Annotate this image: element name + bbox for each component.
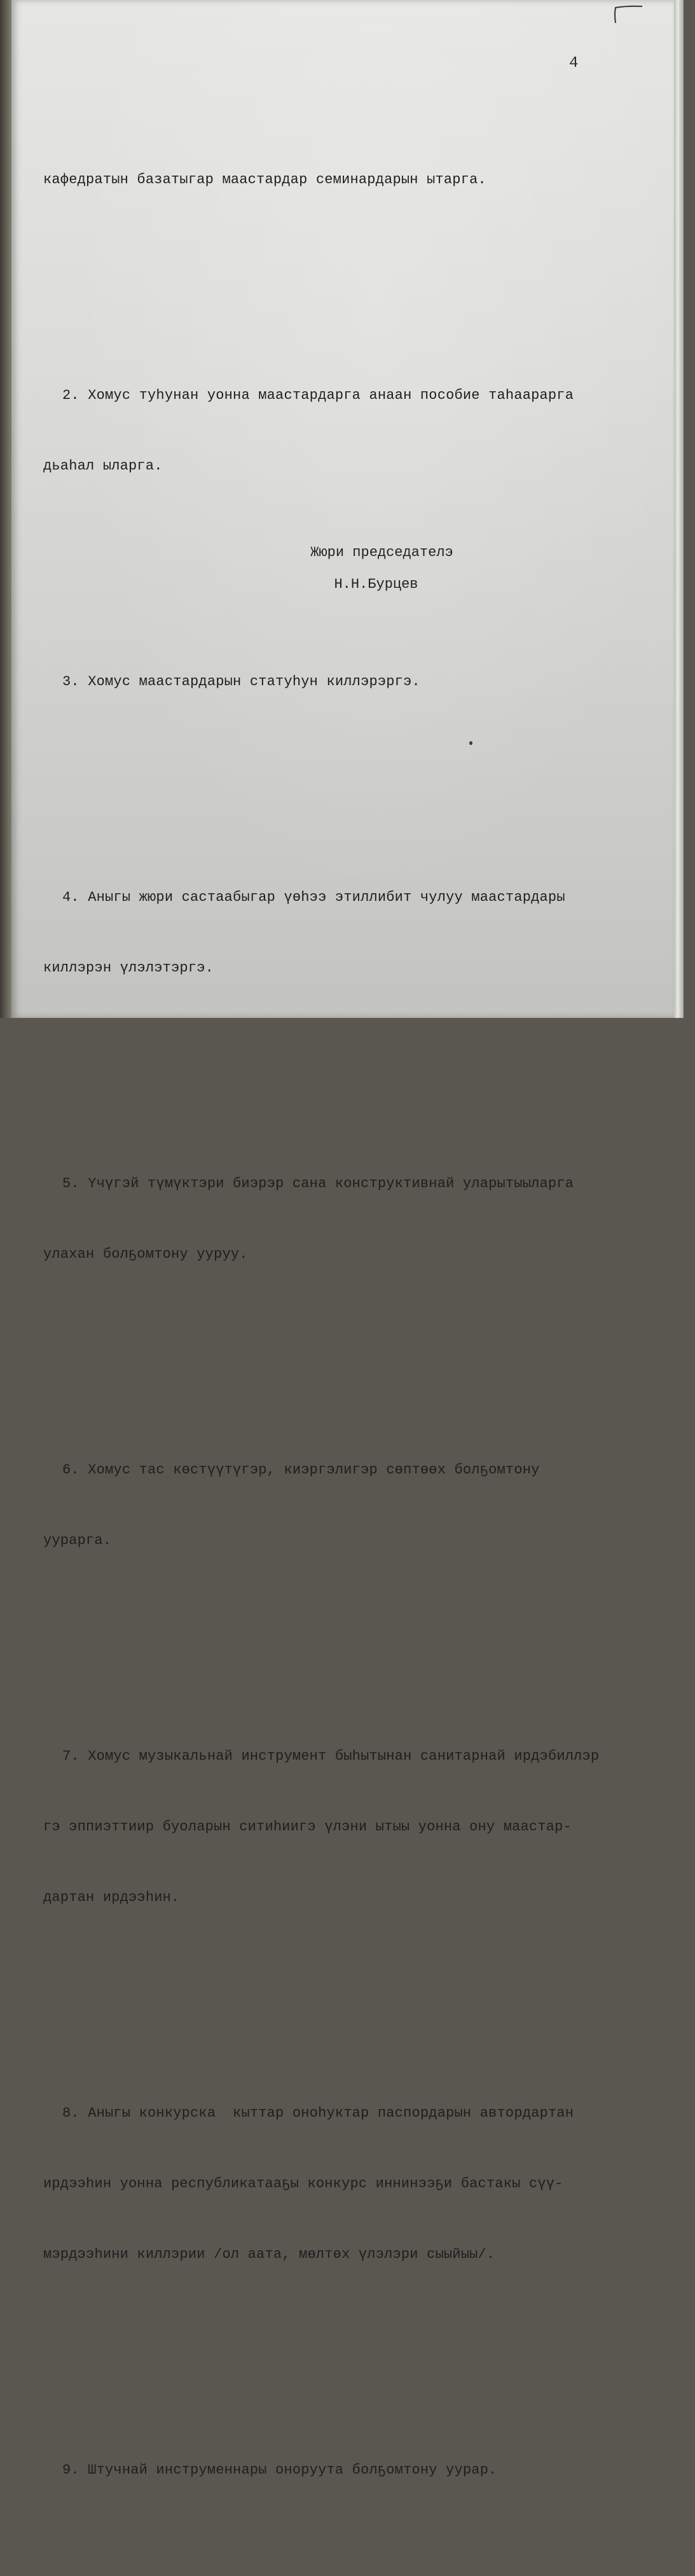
paragraph-continuation [43, 121, 679, 239]
paper-speck [469, 741, 472, 745]
text-line: 7. Хомус музыкальнай инструмент быhытынан санитарнай ирдэбиллэр [62, 1748, 600, 1764]
list-item-7 [43, 1697, 679, 1956]
text-line: уурарга. [43, 1533, 112, 1549]
document-page [11, 0, 674, 2478]
list-item-2 [43, 337, 679, 525]
text-line: 4. Аныгы жюри састаабыгар үөhээ этиллибит чулуу маастардары [62, 889, 565, 905]
text-line: ирдээhин уонна республикатааҕы конкурс иннинээҕи бастакы сүү- [43, 2176, 563, 2192]
list-item-9 [43, 2411, 679, 2529]
text-line: кафедратын базатыгар маастардар семинардарын ытарга. [43, 172, 486, 188]
document-body [43, 74, 679, 2576]
list-item-5 [43, 1125, 679, 1313]
signature-name: Н.Н.Бурцев [334, 576, 418, 592]
handwritten-corner-mark [609, 3, 647, 28]
text-line: дьаhал ыларга. [43, 458, 163, 474]
text-line: 3. Хомус маастардарын статуhун киллэрэргэ. [62, 674, 420, 690]
text-line: гэ эппиэттиир буоларын ситиhиигэ үлэни ытыы уонна ону маастар- [43, 1819, 572, 1835]
text-line: 8. Аныгы конкурска кыттар оноhуктар паспордарын автордартан [62, 2105, 574, 2121]
page-number: 4 [569, 55, 579, 72]
list-item-4 [43, 839, 679, 1027]
signature-title: Жюри председателэ [310, 545, 453, 560]
text-line: киллэрэн үлэлэтэргэ. [43, 960, 214, 976]
text-line: дартан ирдээhин. [43, 1890, 180, 1905]
text-line: 6. Хомус тас көстүүтүгэр, киэргэлигэр сөптөөх болҕомтону [62, 1462, 540, 1478]
text-line: 9. Штучнай инструменнары оноруута болҕомтону уурар. [62, 2462, 497, 2478]
list-item-3 [43, 623, 679, 741]
page-right-edge [674, 0, 684, 1018]
text-line: улахан болҕомтону ууруу. [43, 1246, 248, 1262]
text-line: 5. Үчүгэй түмүктэри биэрэр сана конструктивнай уларытыыларга [62, 1176, 574, 1192]
text-line: мэрдээhини киллэрии /ол аата, мөлтөх үлэлэри сыыйыы/. [43, 2246, 495, 2262]
list-item-6 [43, 1411, 679, 1599]
list-item-8 [43, 2054, 679, 2313]
text-line: 2. Хомус туhунан уонна маастардарга анаан пособие таhаарарга [62, 387, 574, 403]
